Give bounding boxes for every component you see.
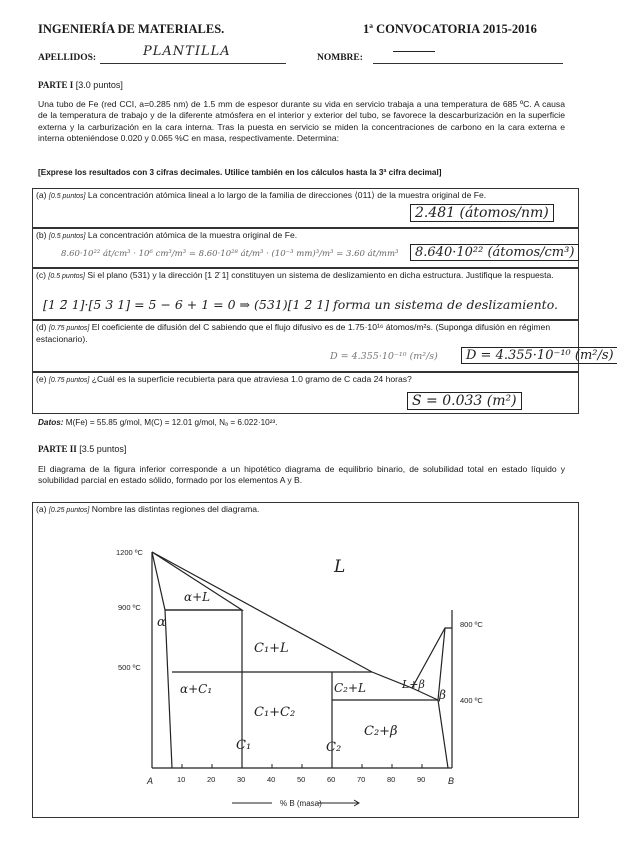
apellidos-label: APELLIDOS: — [38, 53, 97, 63]
nombre-label: NOMBRE: — [317, 53, 363, 63]
liquidus-line — [152, 552, 452, 688]
region-c1-L: C₁+L — [254, 641, 289, 656]
y-tick-900: 900 ºC — [118, 603, 141, 612]
work-c: [1 2̄ 1]·[5 3 1] = 5 − 6 + 1 = 0 ⇒ (531)[1 2̄ 1] forma un sistema de deslizamiento. — [43, 297, 558, 312]
x-label-40: 40 — [267, 775, 276, 784]
part2-title: PARTE II — [38, 444, 77, 454]
region-c2-L: C₂+L — [334, 681, 367, 695]
exam-convocatoria: 1ª CONVOCATORIA 2015-2016 — [363, 22, 537, 36]
region-alpha-c1: α+C₁ — [180, 682, 213, 696]
x-label-20: 20 — [207, 775, 216, 784]
region-L: L — [334, 557, 346, 577]
question-b-label: (b) — [36, 230, 47, 240]
part1-intro: Una tubo de Fe (red CCI, a=0.285 nm) de 1.5 mm de espesor durante su vida en servicio trabaja a una temperatura de 685 ºC. A causa de la temperatura de trabajo y de la diferente atmósfera en el interior y exterior del tubo, se favorece la descarburización en la superficie externa y la carburización en la cara interna. Tras la puesta en servicio se miden la concentraciones de carbono en la cara externa e interna obteniéndose 0.020 y 0.065 %C en masa, respectivamente. Determina: — [38, 99, 565, 144]
part1-title: PARTE I — [38, 80, 74, 90]
region-beta: β — [439, 688, 446, 702]
x-label-60: 60 — [327, 775, 336, 784]
work-b: 8.60·10²² át/cm³ · 10⁶ cm³/m³ = 8.60·10²⁸ át/m³ · (10⁻³ mm)³/m³ = 3.60 át/mm³ — [61, 249, 399, 259]
region-c2-beta: C₂+β — [364, 724, 398, 739]
question-d-points: [0.75 puntos] — [48, 325, 90, 332]
datos-label: Datos: — [38, 418, 64, 427]
region-c1-c2: C₁+C₂ — [254, 705, 296, 720]
question-a-statement: La concentración atómica lineal a lo largo de la familia de direcciones ⟨011⟩ de la muestra original de Fe. — [87, 190, 487, 200]
y-tick-500: 500 ºC — [118, 663, 141, 672]
x-axis-label: % B (masa) — [280, 799, 322, 808]
x-label-90: 90 — [417, 775, 426, 784]
x-end-b: B — [448, 776, 455, 786]
question-c-points: [0.5 puntos] — [48, 273, 86, 280]
answer-d: D = 4.355·10⁻¹⁰ (m²/s) — [461, 347, 617, 364]
y-right-tick-800: 800 ºC — [460, 620, 483, 629]
question-d-label: (d) — [36, 322, 47, 332]
question-a-label: (a) — [36, 190, 47, 200]
alpha-solvus — [152, 552, 172, 768]
label-c1: C₁ — [236, 738, 252, 753]
x-label-30: 30 — [237, 775, 246, 784]
region-L-beta: L+β — [402, 678, 425, 691]
question-e-label: (e) — [36, 374, 47, 384]
y-tick-1200: 1200 ºC — [116, 548, 143, 557]
work-d: D = 4.355·10⁻¹⁰ (m²/s) — [330, 351, 438, 362]
y-right-tick-400: 400 ºC — [460, 696, 483, 705]
answer-b: 8.640·10²² (átomos/cm³) — [410, 244, 579, 261]
x-label-80: 80 — [387, 775, 396, 784]
question-a-points: [0.5 puntos] — [48, 193, 86, 200]
datos-values: M(Fe) = 55.85 g/mol, M(C) = 12.01 g/mol, Nₐ = 6.022·10²³. — [65, 418, 278, 427]
x-label-10: 10 — [177, 775, 186, 784]
x-label-70: 70 — [357, 775, 366, 784]
question-d-statement: El coeficiente de difusión del C sabiendo que el flujo difusivo es de 1.75·10¹⁶ átomos/m²s. (Suponga difusión en régimen estacionario). — [36, 322, 551, 344]
answer-e: S = 0.033 (m²) — [407, 392, 522, 410]
answer-a: 2.481 (átomos/nm) — [410, 204, 554, 222]
part1-points: [3.0 puntos] — [75, 80, 123, 90]
label-c2: C₂ — [326, 740, 342, 755]
question-c-statement: Si el plano (531) y la dirección [1 2̄ 1] constituyen un sistema de deslizamiento en dicha estructura. Justifique la respuesta. — [87, 270, 554, 280]
part1-instruction: [Exprese los resultados con 3 cifras decimales. Utilice también en los cálculos hasta la 3ª cifra decimal] — [38, 168, 442, 177]
region-alpha-L: α+L — [184, 590, 211, 604]
part2-points: [3.5 puntos] — [79, 444, 127, 454]
region-alpha: α — [157, 615, 166, 630]
part2-intro: El diagrama de la figura inferior corresponde a un hipotético diagrama de equilibrio binario, de solubilidad total en estado líquido y solubilidad parcial en estado sólido, formado por los elementos A y B. — [38, 464, 565, 486]
x-end-a: A — [147, 776, 154, 786]
exam-subject-title: INGENIERÍA DE MATERIALES. — [38, 22, 225, 36]
x-label-50: 50 — [297, 775, 306, 784]
question-b-points: [0.5 puntos] — [48, 233, 86, 240]
question-b-statement: La concentración atómica de la muestra original de Fe. — [87, 230, 298, 240]
question-e-statement: ¿Cuál es la superficie recubierta para que atraviesa 1.0 gramo de C cada 24 horas? — [91, 374, 412, 384]
question-e-points: [0.75 puntos] — [48, 377, 90, 384]
question-c-label: (c) — [36, 270, 47, 280]
part2-question-a-points: [0.25 puntos] — [48, 507, 90, 514]
part2-question-a-text: Nombre las distintas regiones del diagrama. — [91, 504, 260, 514]
apellidos-value: PLANTILLA — [143, 44, 231, 59]
part2-question-a-label: (a) — [36, 504, 47, 514]
